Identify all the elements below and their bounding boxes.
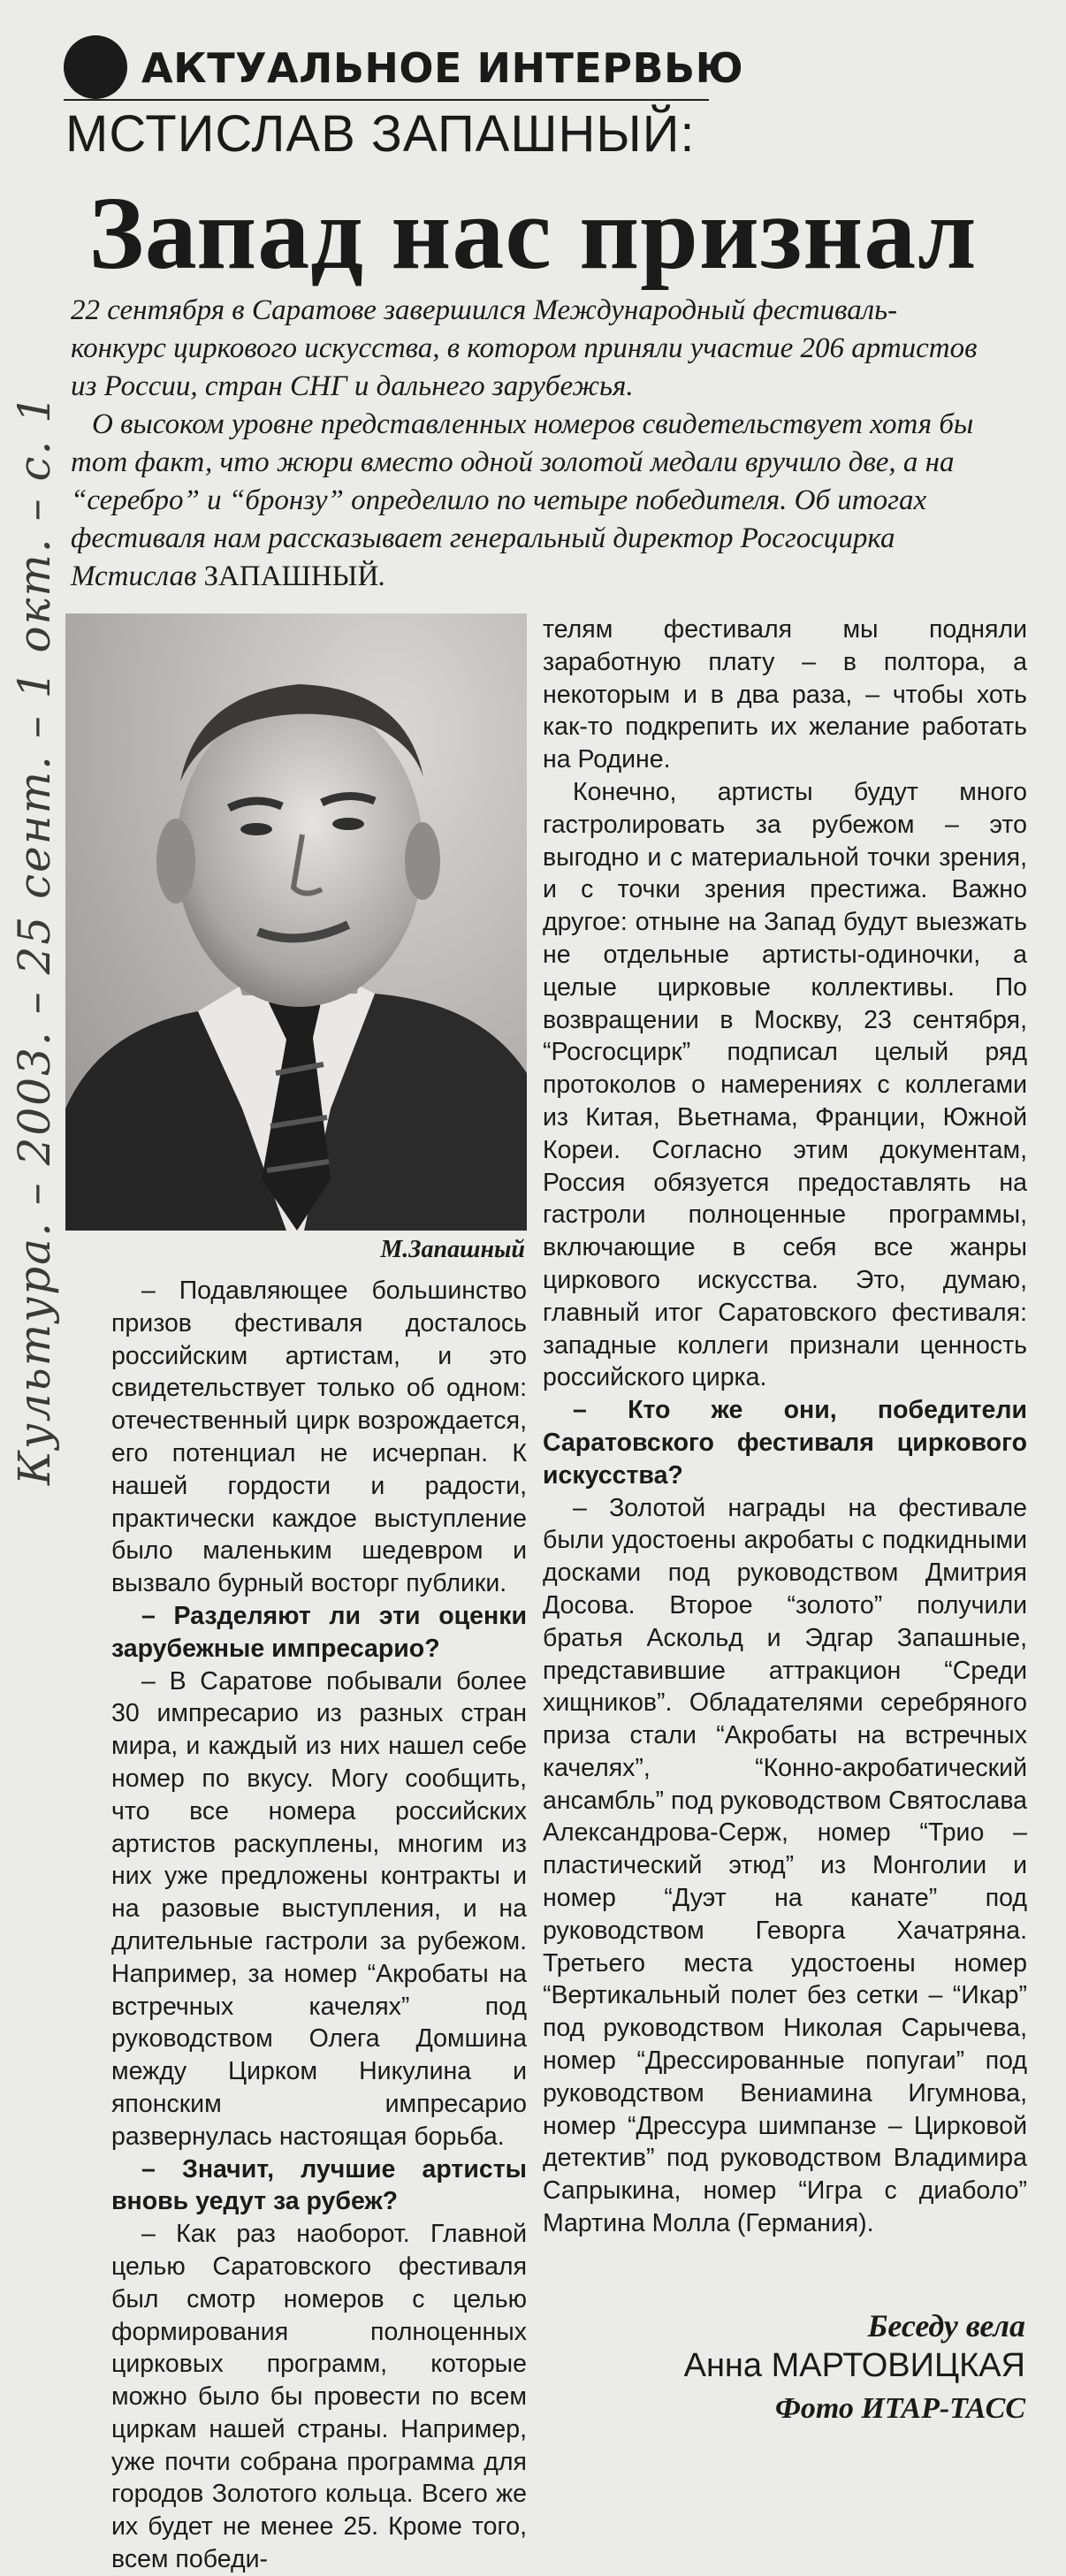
rubric-banner [64,39,744,97]
portrait-photo [65,614,527,1231]
byline-author: Анна МАРТОВИЦКАЯ [683,2347,1025,2384]
rubric-divider [64,99,709,101]
article-question: – Значит, лучшие артисты вновь уедут за рубеж? [111,2154,527,2216]
byline-interviewer-label: Беседу вела [867,2308,1025,2344]
photo-caption: М.Запашный [380,1236,525,1263]
article-column-right [543,614,1027,2240]
article-answer: – Подавляющее большинство призов фестиваля досталось российским артистам, и это свидетельствует только об одном: отечественный цирк возрождается, его потенциал не исчерпан. К нашей гордости и радости, практически каждое выступление было маленьким шедевром и вызвало бурный восторг публики. [111,1277,527,1598]
portrait-illustration [65,614,527,1231]
headline: Запад нас признал [88,175,978,291]
article-answer: – Золотой награды на фестивале были удостоены акробаты с подкидными досками под руководством Дмитрия Досова. Второе “золото” получили братья Аскольд и Эдгар Запашные, представившие аттракцион “Среди хищников”. Обладателями серебряного приза стали “Акробаты на встречных качелях”, “Конно-акробатический ансамбль” под руководством Святослава Александрова-Серж, номер “Трио – пластический этюд” из Монголии и номер “Дуэт на канате” под руководством Геворга Хачатряна. Третьего места удостоены номер “Вертикальный полет без сетки – “Икар” под руководством Николая Сарычева, номер “Дрессированные попугаи” под руководством Вениамина Игумнова, номер “Дрессура шимпанзе – Цирковой детектив” под руководством Владимира Сапрыкина, номер “Игра с диаболо” Мартина Молла (Германия). [543,1493,1027,2238]
article-question: – Кто же они, победители Саратовского фестиваля циркового искусства? [543,1396,1027,1490]
article-continuation: телям фестиваля мы подняли заработную плату – в полтора, а некоторым и в два раза, – чтобы хоть как-то подкрепить их желание работать на Родине. [543,615,1027,774]
article-column-left [111,1275,527,2576]
lead-p2-end: . [378,560,386,592]
article-answer: Конечно, артисты будут много гастролировать за рубежом – это выгодно и с материальной точки зрения, и с точки зрения престижа. Важно другое: отныне на Запад будут выезжать не отдельные артисты-одиночки, а целые цирковые коллективы. По возвращении в Москву, 23 сентября, “Росгосцирк” подписал целый ряд протоколов о намерениях с коллегами из Китая, Вьетнама, Франции, Южной Кореи. Согласно этим документам, Россия обязуется предоставлять на гастроли полноценные программы, включающие в себя все жанры циркового искусства. Это, думаю, главный итог Саратовского фестиваля: западные коллеги признали ценность российского цирка. [543,777,1027,1392]
article-answer: – Как раз наоборот. Главной целью Саратовского фестиваля был смотр номеров с целью формирования полноценных цирковых программ, которые можно было бы провести по всем циркам нашей страны. Например, уже почти собрана программа для городов Золотого кольца. Всего же их будет не менее 25. Кроме того, всем победи- [111,2220,527,2574]
lead-p2 [71,406,990,596]
kicker: МСТИСЛАВ ЗАПАШНЫЙ: [65,105,696,163]
rubric-label: АКТУАЛЬНОЕ ИНТЕРВЬЮ [141,44,744,92]
article-question: – Разделяют ли эти оценки зарубежные импресарио? [111,1601,527,1663]
lead-p1: 22 сентября в Саратове завершился Международный фестиваль-конкурс циркового искусства, в котором приняли участие 206 артистов из России, стран СНГ и дальнего зарубежья. [71,294,978,402]
lead-p2-name: ЗАПАШНЫЙ [203,560,379,592]
article-answer: – В Саратове побывали более 30 импресарио из разных стран мира, и каждый из них нашел себе номер по вкусу. Могу сообщить, что все номера российских артистов раскуплены, многим из них уже предложены контракты и на разовые выступления, и на длительные гастроли за рубежом. Например, за номер “Акробаты на встречных качелях” под руководством Олега Домшина между Цирком Никулина и японским импресарио развернулась настоящая борьба. [111,1666,527,2151]
handwritten-citation: Культура. – 2003. – 25 сент. – 1 окт. – с. 1 [9,392,60,1485]
lead-p2-text: О высоком уровне представленных номеров свидетельствует хотя бы тот факт, что жюри вместо одной золотой медали вручило две, а на “серебро” и “бронзу” определило по четыре победителя. Об итогах фестиваля нам рассказывает генеральный директор Росгосцирка Мстислав [71,408,974,592]
lead-paragraph [71,292,990,596]
byline-photo-credit: Фото ИТАР-ТАСС [774,2392,1025,2425]
